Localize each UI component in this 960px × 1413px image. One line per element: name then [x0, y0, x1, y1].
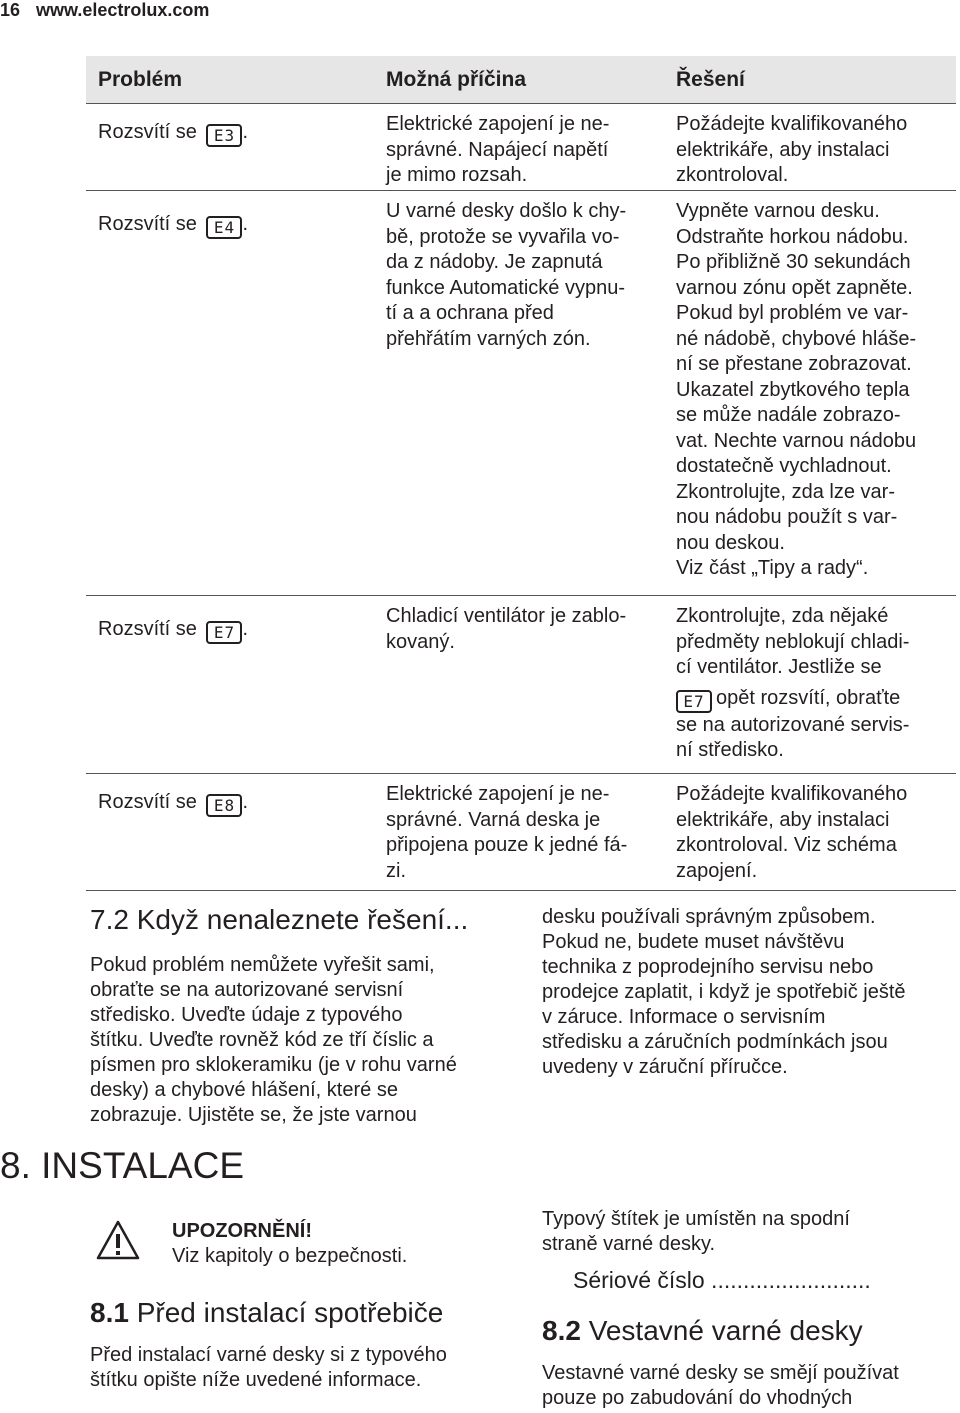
solution-line: Pokud byl problém ve var-	[676, 302, 909, 324]
section-8-1-text	[90, 1343, 530, 1393]
cause-line: Elektrické zapojení je ne-	[386, 783, 610, 805]
section-7-2-heading	[90, 904, 468, 936]
solution-line: Zkontrolujte, zda nějaké	[676, 605, 889, 627]
solution-line: Ukazatel zbytkového tepla	[676, 378, 910, 401]
solution-line: elektrikáře, aby instalaci	[676, 808, 890, 831]
warning-box	[172, 1219, 407, 1269]
solution-line: ní se přestane zobrazovat.	[676, 353, 912, 375]
solution-line: varnou zónu opět zapněte.	[676, 276, 913, 299]
problem-cell	[98, 790, 368, 817]
solution-line	[676, 686, 951, 713]
problem-suffix: .	[242, 618, 249, 640]
section-8-1-heading	[90, 1297, 443, 1329]
chapter-8-heading	[0, 1146, 244, 1186]
solution-line: zkontroloval.	[676, 164, 789, 186]
cause-line: přehřátím varných zón.	[386, 327, 591, 350]
paragraph-line: Před instalací varné desky si z typového	[90, 1344, 447, 1366]
paragraph-line: Vestavné varné desky se smějí používat	[542, 1362, 899, 1384]
solution-line: Zkontrolujte, zda lze var-	[676, 480, 895, 503]
solution-line: Viz část „Tipy a rady“.	[676, 557, 869, 579]
paragraph-line: obraťte se na autorizované servisní	[90, 979, 404, 1001]
section-title: Vestavné varné desky	[588, 1315, 863, 1346]
table-row	[86, 596, 956, 774]
cause-line: správné. Varná deska je	[386, 808, 601, 831]
solution-line: Odstraňte horkou nádobu.	[676, 225, 909, 248]
solution-line: nou deskou.	[676, 531, 785, 554]
paragraph-line: prodejce zaplatit, i když je spotřebič ještě	[542, 981, 906, 1003]
error-code-display: E4	[206, 216, 242, 239]
section-title: Když nenaleznete řešení...	[136, 904, 469, 935]
table-header-row	[86, 56, 956, 104]
problem-suffix: .	[242, 791, 249, 813]
solution-line: Vypněte varnou desku.	[676, 200, 880, 222]
paragraph-line: písmen pro sklokeramiku (je v rohu varné	[90, 1054, 457, 1076]
cause-line: Elektrické zapojení je ne-	[386, 113, 610, 135]
table-row	[86, 774, 956, 891]
paragraph-line: desku používali správným způsobem.	[542, 906, 876, 928]
serial-number-label: Sériové číslo .........................	[573, 1267, 871, 1293]
section-number: 7.2	[90, 904, 129, 935]
problem-text: Rozsvítí se	[98, 213, 197, 235]
problem-text: Rozsvítí se	[98, 618, 197, 640]
cause-cell	[386, 112, 661, 189]
section-title: Před instalací spotřebiče	[136, 1297, 444, 1328]
cause-cell	[386, 604, 661, 655]
problem-cell	[98, 120, 368, 147]
solution-line: předměty neblokují chladi-	[676, 630, 910, 653]
paragraph-line: středisku a záručních podmínkách jsou	[542, 1031, 888, 1053]
solution-line: ní středisko.	[676, 739, 784, 761]
cause-cell	[386, 199, 661, 352]
troubleshooting-table	[86, 56, 956, 891]
paragraph-line: Pokud problém nemůžete vyřešit sami,	[90, 954, 435, 976]
paragraph-line: Typový štítek je umístěn na spodní	[542, 1208, 850, 1230]
page-number: 16	[0, 0, 21, 20]
solution-line: vat. Nechte varnou nádobu	[676, 429, 917, 452]
cause-line: funkce Automatické vypnu-	[386, 276, 626, 299]
warning-text: Viz kapitoly o bezpečnosti.	[172, 1245, 408, 1267]
paragraph-line: štítku. Uveďte rovněž kód ze tří číslic a	[90, 1029, 434, 1051]
error-code-display: E7	[206, 621, 242, 644]
problem-suffix: .	[242, 121, 249, 143]
solution-cell	[676, 782, 951, 884]
paragraph-line: straně varné desky.	[542, 1233, 716, 1255]
problem-text: Rozsvítí se	[98, 791, 197, 813]
cause-cell	[386, 782, 661, 884]
chapter-title: INSTALACE	[41, 1145, 245, 1186]
column-header-solution: Řešení	[676, 68, 745, 91]
paragraph-line: uvedeny v záruční příručce.	[542, 1056, 788, 1078]
table-row	[86, 191, 956, 596]
page-header	[0, 0, 209, 20]
error-code-display: E3	[206, 124, 242, 147]
rating-plate-text	[542, 1207, 957, 1257]
cause-line: kovaný.	[386, 630, 455, 653]
paragraph-line: zobrazuje. Ujistěte se, že jste varnou	[90, 1104, 417, 1126]
solution-line: Požádejte kvalifikovaného	[676, 783, 908, 805]
section-number: 8.1	[90, 1297, 129, 1328]
section-8-2-text	[542, 1361, 957, 1411]
section-8-2-heading	[542, 1315, 863, 1347]
solution-line: Požádejte kvalifikovaného	[676, 113, 908, 135]
paragraph-line: středisko. Uveďte údaje z typového	[90, 1004, 403, 1026]
problem-cell	[98, 212, 368, 239]
cause-line: tí a a ochrana před	[386, 302, 554, 324]
solution-line: se na autorizované servis-	[676, 713, 910, 736]
solution-line: zkontroloval. Viz schéma	[676, 834, 897, 856]
solution-line: né nádobě, chybové hláše-	[676, 327, 917, 350]
table-row	[86, 104, 956, 191]
section-7-2-text-continued	[542, 905, 957, 1080]
solution-line: nou nádobu použít s var-	[676, 506, 898, 528]
solution-cell	[676, 604, 951, 764]
cause-line: Chladicí ventilátor je zablo-	[386, 605, 627, 627]
cause-line: da z nádoby. Je zapnutá	[386, 251, 603, 273]
solution-line: zapojení.	[676, 859, 758, 882]
paragraph-line: desky) a chybové hlášení, které se	[90, 1079, 398, 1101]
paragraph-line: štítku opište níže uvedené informace.	[90, 1369, 422, 1391]
solution-text: opět rozsvítí, obraťte	[716, 686, 901, 709]
solution-line: se může nadále zobrazo-	[676, 404, 901, 426]
problem-cell	[98, 617, 368, 644]
column-header-cause: Možná příčina	[386, 68, 527, 91]
section-7-2-text	[90, 953, 530, 1128]
cause-line: bě, protože se vyvařila vo-	[386, 225, 620, 248]
solution-line: elektrikáře, aby instalaci	[676, 138, 890, 161]
solution-line: dostatečně vychladnout.	[676, 455, 892, 477]
solution-cell	[676, 112, 951, 189]
warning-title: UPOZORNĚNÍ!	[172, 1220, 312, 1242]
cause-line: správné. Napájecí napětí	[386, 138, 609, 161]
solution-cell	[676, 199, 951, 582]
cause-line: je mimo rozsah.	[386, 164, 528, 186]
error-code-display: E8	[206, 794, 242, 817]
paragraph-line: v záruce. Informace o servisním	[542, 1006, 826, 1028]
paragraph-line: technika z poprodejního servisu nebo	[542, 956, 874, 978]
cause-line: zi.	[386, 859, 406, 882]
chapter-number: 8.	[0, 1145, 31, 1186]
cause-line: připojena pouze k jedné fá-	[386, 834, 628, 856]
problem-suffix: .	[242, 213, 249, 235]
column-header-problem: Problém	[98, 68, 183, 91]
site-url: www.electrolux.com	[36, 0, 210, 20]
problem-text: Rozsvítí se	[98, 121, 197, 143]
warning-triangle-icon	[95, 1219, 141, 1261]
solution-line: cí ventilátor. Jestliže se	[676, 656, 882, 678]
cause-line: U varné desky došlo k chy-	[386, 200, 627, 222]
paragraph-line: Pokud ne, budete muset návštěvu	[542, 931, 845, 953]
solution-line: Po přibližně 30 sekundách	[676, 251, 911, 273]
paragraph-line: pouze po zabudování do vhodných	[542, 1387, 853, 1409]
section-number: 8.2	[542, 1315, 581, 1346]
error-code-display: E7	[676, 690, 712, 713]
